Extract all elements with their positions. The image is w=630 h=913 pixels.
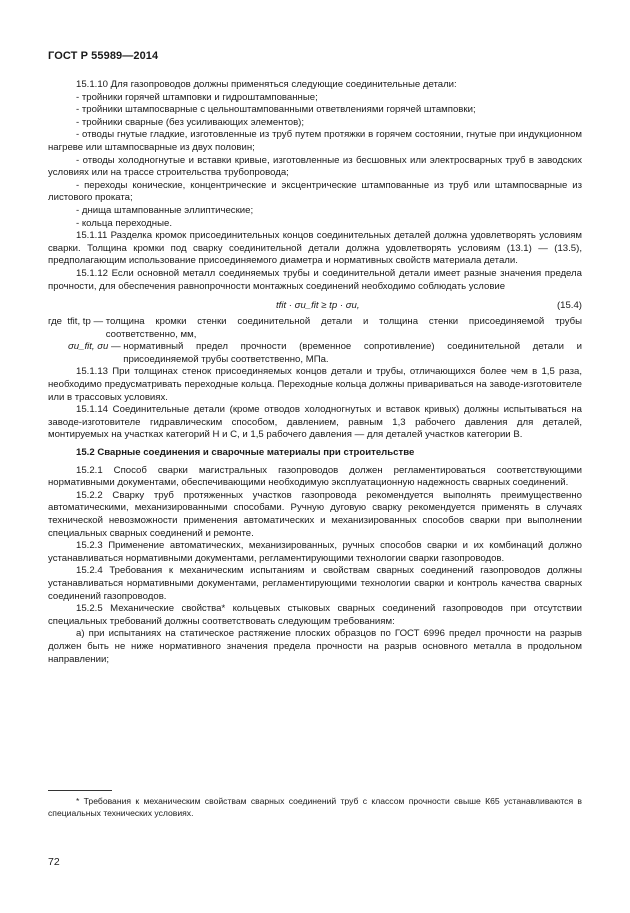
where-text: нормативный предел прочности (временное сопротивление) соединительной детали и присоединяемой трубы соответственно, МПа. bbox=[123, 341, 582, 365]
list-item: - тройники штампосварные с цельноштампованными ответвлениями горячей штамповки; bbox=[76, 104, 476, 116]
clause-15-1-11: 15.1.11 Разделка кромок присоединительных концов соединительных деталей должна удовлетворять условиям сварки. Толщина кромки под сварку соединительной детали должна удовлетворять условиям (13.1) — (13.5), предполагающим использование присоединяемого диаметра и нормативных свойств материала детали. bbox=[48, 230, 582, 267]
clause-15-2-5-a: а) при испытаниях на статическое растяжение плоских образцов по ГОСТ 6996 предел прочности на разрыв должен быть не ниже нормативного значения предела прочности на разрыв основного металла в продольном направлении; bbox=[48, 628, 582, 665]
list-item: - отводы холодногнутые и вставки кривые, изготовленные из бесшовных или электросварных труб в заводских условиях или на трассе строительства трубопровода; bbox=[48, 154, 582, 179]
clause-15-2-2: 15.2.2 Сварку труб протяженных участков газопровода рекомендуется выполнять преимущественно автоматическими, механизированными способами. Ручную дуговую сварку рекомендуется применять в случаях технической невозможности применения автоматических и механизированных способов сварки при выполнении специальных сварных соединений и ремонте. bbox=[48, 489, 582, 539]
where-definition-strength bbox=[48, 341, 582, 366]
section-heading-15-2: 15.2 Сварные соединения и сварочные материалы при строительстве bbox=[76, 447, 415, 459]
where-definition-thickness bbox=[48, 316, 582, 341]
page-number: 72 bbox=[48, 856, 60, 868]
list-item: - тройники сварные (без усиливающих элементов); bbox=[76, 116, 305, 128]
clause-15-1-14: 15.1.14 Соединительные детали (кроме отводов холодногнутых и вставок кривых) должны испытываться на заводе-изготовителе гидравлическим способом, давлением, равным 1,3 рабочего давления для деталей, монтируемых на участках категорий Н и С, и 1,5 рабочего давления — для деталей участков категории В. bbox=[48, 404, 582, 441]
formula-15-4 bbox=[48, 297, 582, 316]
where-label: где tfit, tp — bbox=[48, 316, 106, 328]
fittings-list bbox=[48, 92, 582, 231]
formula-number: (15.4) bbox=[556, 300, 582, 312]
clause-15-1-12: 15.1.12 Если основной металл соединяемых трубы и соединительной детали имеет разные значения предела прочности, для обеспечения равнопрочности монтажных соединений необходимо соблюдать условие bbox=[48, 267, 582, 292]
list-item: - кольца переходные. bbox=[76, 217, 172, 229]
page-header-title: ГОСТ Р 55989—2014 bbox=[48, 50, 159, 62]
footnote bbox=[48, 795, 582, 819]
clause-15-2-5: 15.2.5 Механические свойства* кольцевых стыковых сварных соединений газопроводов при отсутствии специальных требований должны соответствовать следующим требованиям: bbox=[48, 603, 582, 627]
where-symbols: σu_fit, σu — bbox=[68, 341, 124, 353]
formula-expression: tfit · σu_fit ≥ tp · σu, bbox=[276, 300, 360, 312]
clause-15-2-4: 15.2.4 Требования к механическим испытаниям и свойствам сварных соединений газопроводов должны устанавливаться нормативными документами, регламентирующими технологии сварки и контроль качества сварных соединений газопроводов. bbox=[48, 565, 582, 602]
clause-15-1-13: 15.1.13 При толщинах стенок присоединяемых концов детали и трубы, отличающихся более чем в 1,5 раза, необходимо предусматривать переходные кольца. Переходные кольца должны привариваться на заводе-изготовителе или в трассовых условиях. bbox=[48, 366, 582, 403]
where-text: толщина кромки стенки соединительной детали и толщина стенки присоединяемой трубы соответственно, мм, bbox=[105, 316, 582, 340]
list-item: - тройники горячей штамповки и гидроштампованные; bbox=[76, 91, 318, 103]
footnote-text: * Требования к механическим свойствам сварных соединений труб с классом прочности свыше К65 устанавливаются в специальных технических условиях. bbox=[48, 796, 582, 818]
list-item: - переходы конические, концентрические и эксцентрические штампованные из труб или штампосварные из листового проката; bbox=[48, 179, 582, 204]
clause-15-2-3: 15.2.3 Применение автоматических, механизированных, ручных способов сварки и их комбинаций должно устанавливаться нормативными документами, регламентирующими технологии сварки газопроводов. bbox=[48, 540, 582, 564]
clause-15-2-1: 15.2.1 Способ сварки магистральных газопроводов должен регламентироваться соответствующими нормативными документами, обеспечивающими необходимую эксплуатационную надежность сварных соединений. bbox=[48, 464, 582, 489]
list-item: - днища штампованные эллиптические; bbox=[76, 204, 254, 216]
list-item: - отводы гнутые гладкие, изготовленные из труб путем протяжки в горячем состоянии, гнутые при индукционном нагреве или штампосварные из двух половин; bbox=[48, 129, 582, 153]
page-body bbox=[48, 79, 582, 666]
footnote-divider bbox=[48, 790, 112, 791]
clause-15-1-10: 15.1.10 Для газопроводов должны применяться следующие соединительные детали: bbox=[76, 79, 457, 90]
